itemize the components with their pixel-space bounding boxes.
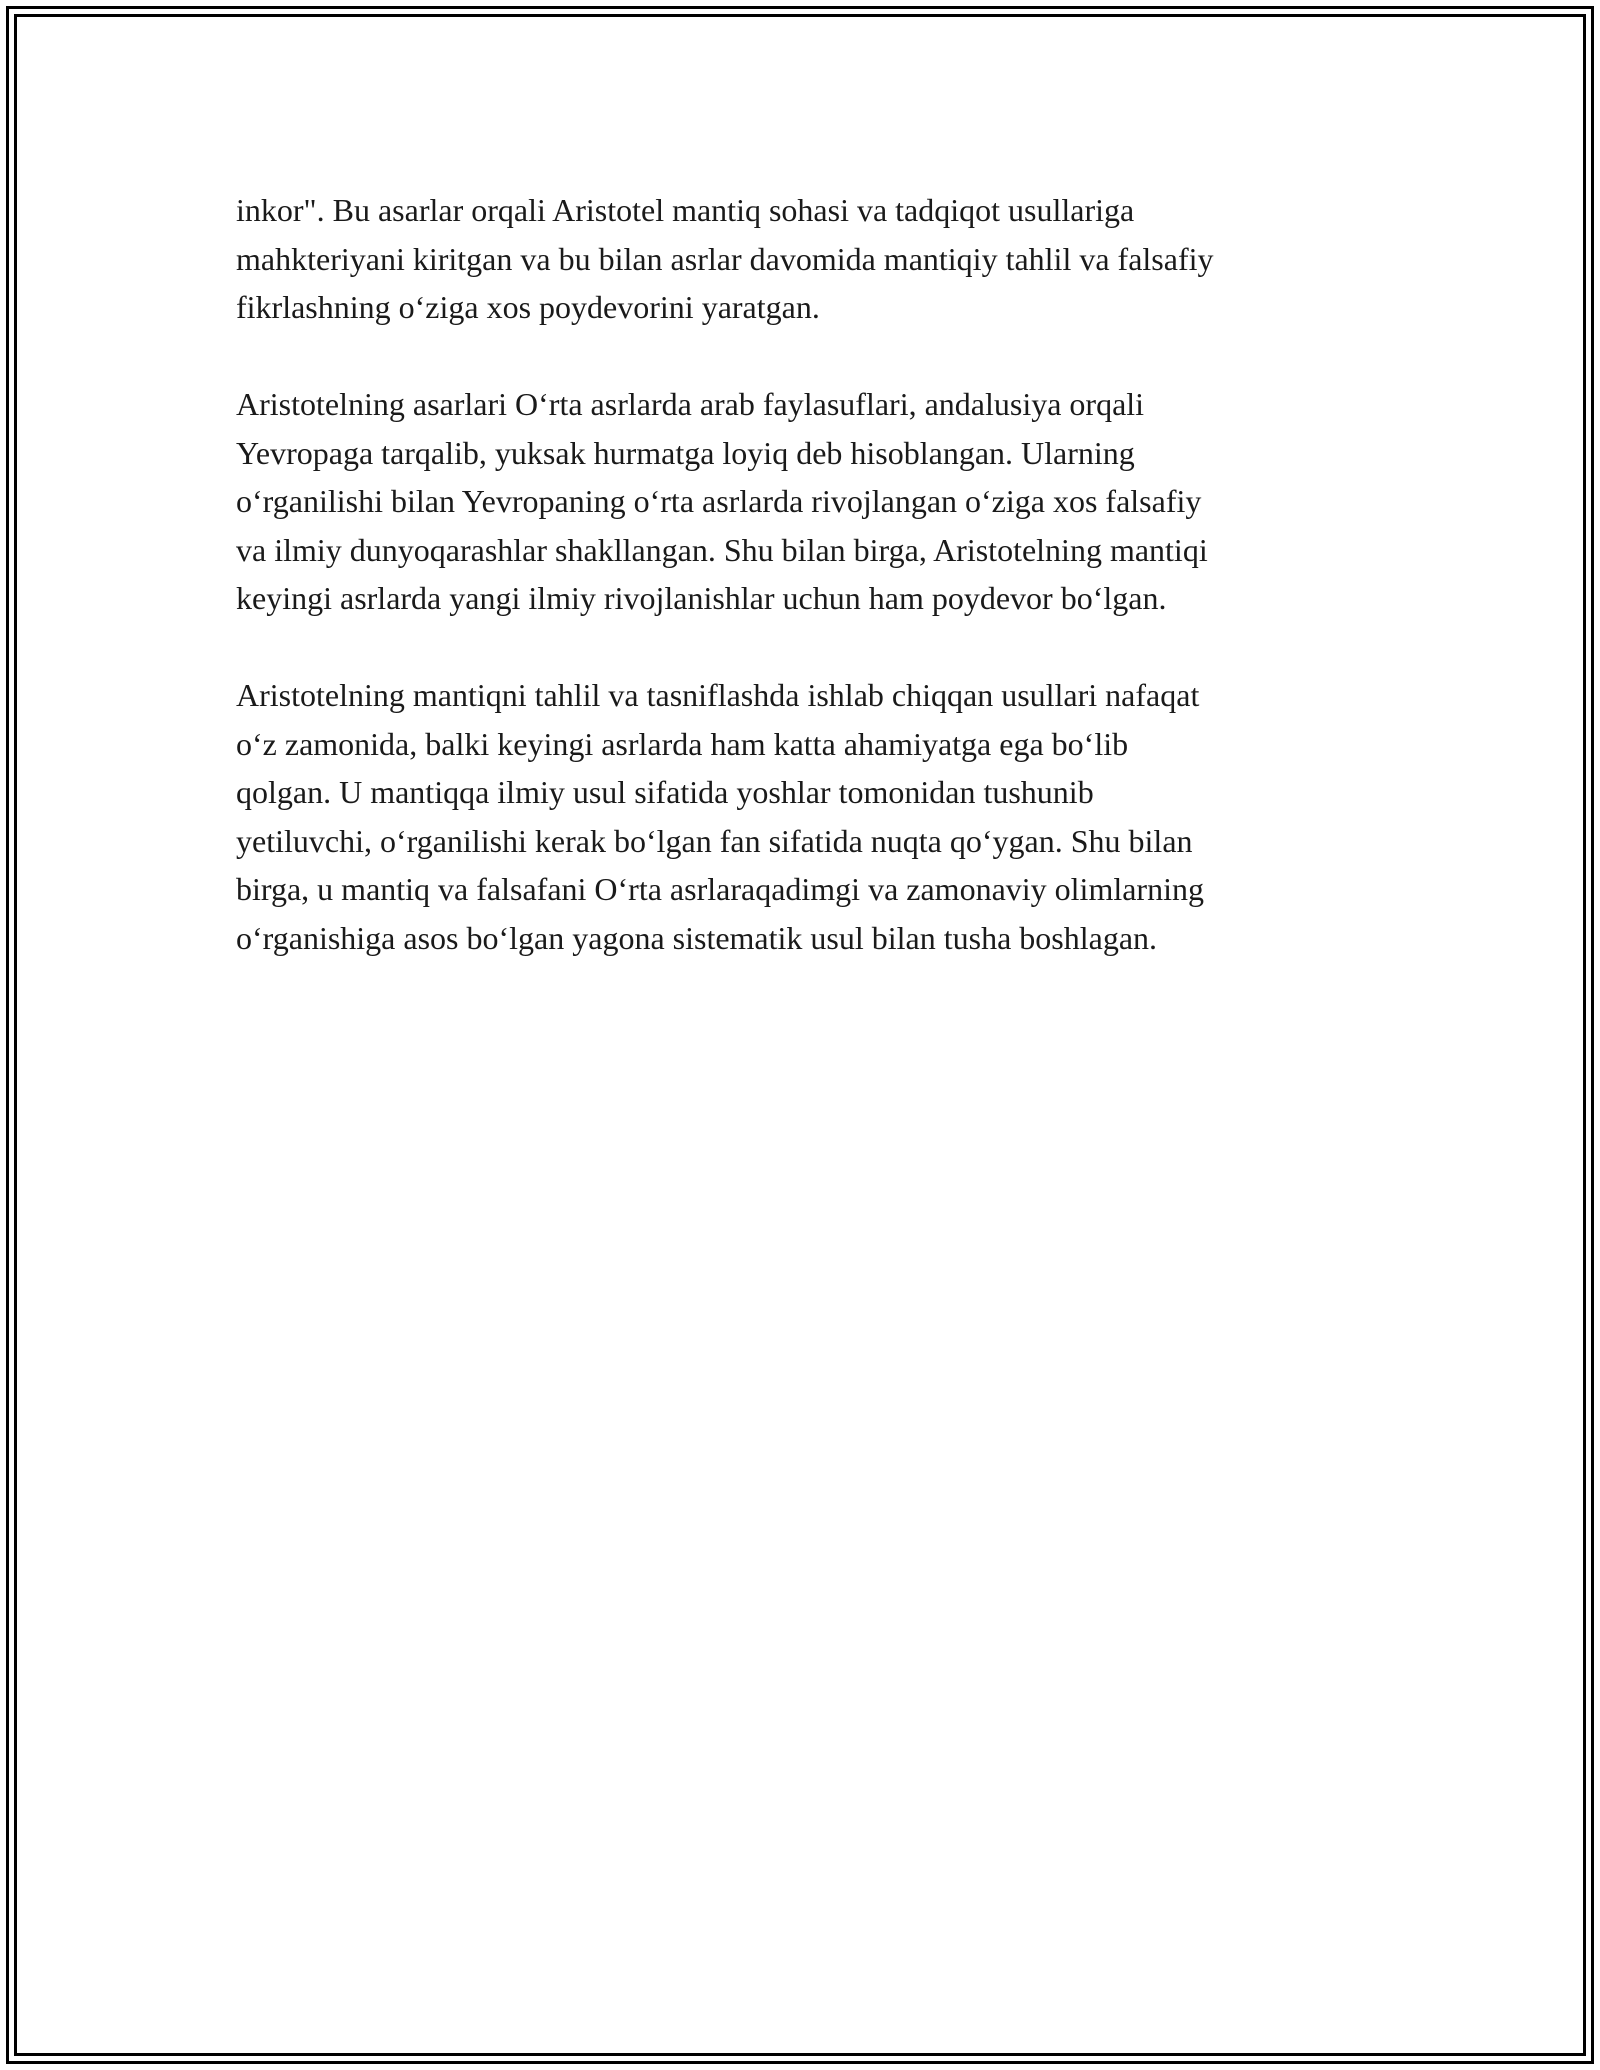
- document-body: [236, 186, 1376, 1011]
- paragraph-2: Aristotelning asarlari O‘rta asrlarda arab faylasuflari, andalusiya orqali Yevropaga tarqalib, yuksak hurmatga loyiq deb hisoblangan. Ularning o‘rganilishi bilan Yevropaning o‘rta asrlarda rivojlangan o‘ziga xos falsafiy va ilmiy dunyoqarashlar shakllangan. Shu bilan birga, Aristotelning mantiqi keyingi asrlarda yangi ilmiy rivojlanishlar uchun ham poydevor bo‘lgan.: [236, 386, 1208, 616]
- paragraph-3: Aristotelning mantiqni tahlil va tasniflashda ishlab chiqqan usullari nafaqat o‘z zamonida, balki keyingi asrlarda ham katta ahamiyatga ega bo‘lib qolgan. U mantiqqa ilmiy usul sifatida yoshlar tomonidan tushunib yetiluvchi, o‘rganilishi kerak bo‘lgan fan sifatida nuqta qo‘ygan. Shu bilan birga, u mantiq va falsafani O‘rta asrlaraqadimgi va zamonaviy olimlarning o‘rganishiga asos bo‘lgan yagona sistematik usul bilan tusha boshlagan.: [236, 677, 1204, 956]
- paragraph-1: inkor". Bu asarlar orqali Aristotel mantiq sohasi va tadqiqot usullariga mahkteriyani kiritgan va bu bilan asrlar davomida mantiqiy tahlil va falsafiy fikrlashning o‘ziga xos poydevorini yaratgan.: [236, 192, 1214, 325]
